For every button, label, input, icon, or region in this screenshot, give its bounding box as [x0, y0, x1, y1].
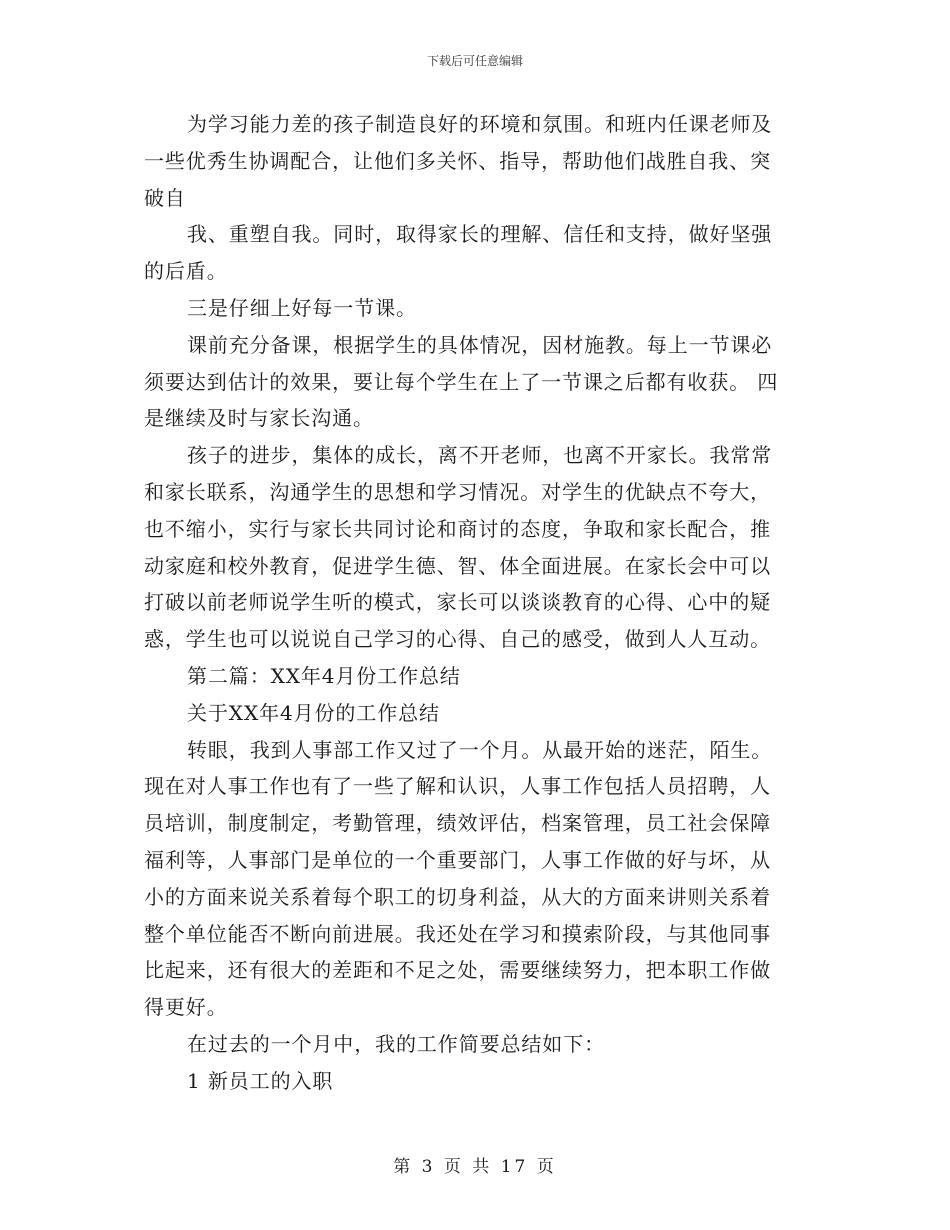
body-line: 惑，学生也可以说说自己学习的心得、自己的感受，做到人人互动。 [144, 627, 771, 652]
body-line: 也不缩小，实行与家长共同讨论和商讨的态度，争取和家长配合，推 [144, 516, 771, 541]
list-item: 1 新员工的入职 [187, 1068, 334, 1093]
body-line: 须要达到估计的效果，要让每个学生在上了一节课之后都有收获。 四 [144, 369, 779, 394]
body-line: 的后盾。 [144, 259, 228, 284]
body-line: 是继续及时与家长沟通。 [144, 406, 374, 431]
body-line: 福利等，人事部门是单位的一个重要部门，人事工作做的好与坏，从 [144, 847, 771, 872]
body-line: 打破以前老师说学生听的模式，家长可以谈谈教育的心得、心中的疑 [144, 590, 771, 615]
body-line: 比起来，还有很大的差距和不足之处，需要继续努力，把本职工作做 [144, 958, 771, 983]
body-line: 在过去的一个月中，我的工作简要总结如下： [187, 1031, 605, 1056]
body-line: 一些优秀生协调配合，让他们多关怀、指导，帮助他们战胜自我、突 [144, 148, 771, 173]
body-line: 小的方面来说关系着每个职工的切身利益，从大的方面来讲则关系着 [144, 884, 771, 909]
body-line: 我、重塑自我。同时，取得家长的理解、信任和支持，做好坚强 [187, 222, 773, 247]
page-header-note: 下载后可任意编辑 [426, 54, 523, 68]
page-number: 第 3 页 共 17 页 [393, 1157, 557, 1177]
section-subheading: 关于XX年4月份的工作总结 [187, 700, 440, 725]
section-heading: 第二篇：XX年4月份工作总结 [187, 663, 461, 688]
body-line: 动家庭和校外教育，促进学生德、智、体全面进展。在家长会中可以 [144, 553, 771, 578]
body-line: 孩子的进步，集体的成长，离不开老师，也离不开家长。我常常 [187, 443, 773, 468]
body-line: 整个单位能否不断向前进展。我还处在学习和摸索阶段，与其他同事 [144, 921, 771, 946]
body-line: 转眼，我到人事部工作又过了一个月。从最开始的迷茫，陌生。 [187, 737, 773, 762]
body-line: 三是仔细上好每一节课。 [187, 295, 417, 320]
body-line: 现在对人事工作也有了一些了解和认识，人事工作包括人员招聘，人 [144, 774, 771, 799]
document-body [144, 106, 802, 1100]
body-line: 得更好。 [144, 995, 228, 1020]
body-line: 和家长联系，沟通学生的思想和学习情况。对学生的优缺点不夸大， [144, 479, 771, 504]
body-line: 课前充分备课，根据学生的具体情况，因材施教。每上一节课必 [187, 332, 773, 357]
body-line: 员培训，制度制定，考勤管理，绩效评估，档案管理，员工社会保障 [144, 811, 771, 836]
body-line: 破自 [144, 185, 186, 210]
body-line: 为学习能力差的孩子制造良好的环境和氛围。和班内任课老师及 [187, 112, 773, 136]
